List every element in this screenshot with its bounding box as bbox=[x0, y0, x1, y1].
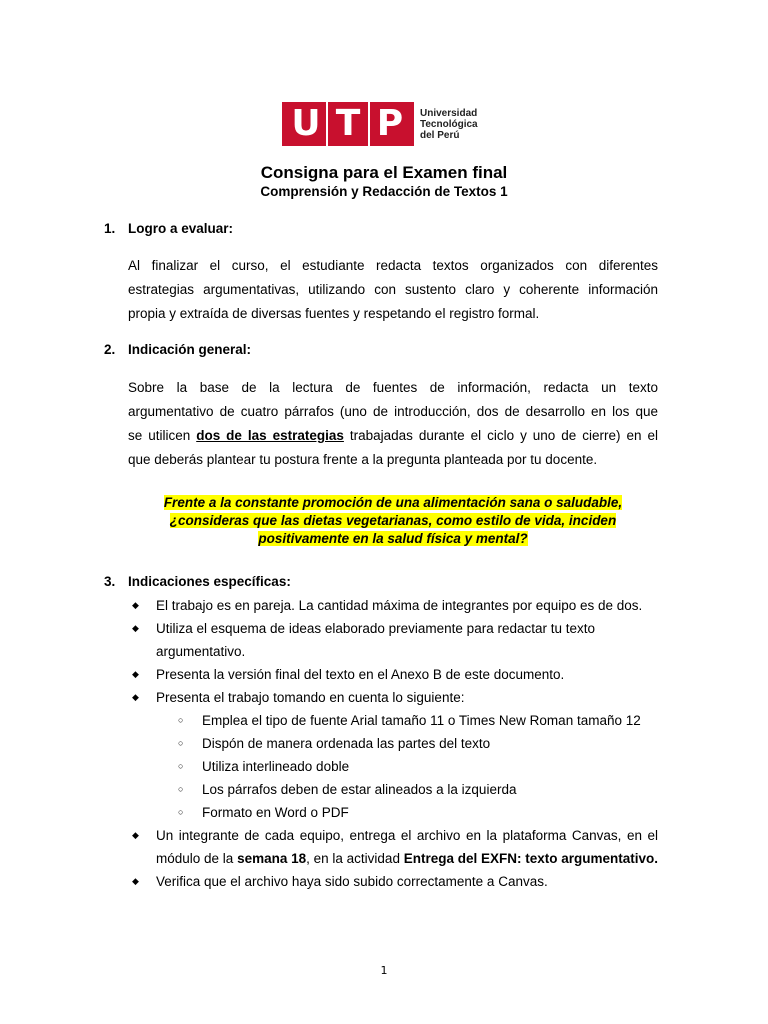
logo-letter-p: P bbox=[376, 103, 404, 144]
paragraph-line bbox=[128, 424, 658, 448]
paragraph-line: que deberás plantear tu postura frente a la pregunta planteada por tu docente. bbox=[128, 452, 598, 467]
section-heading-logro bbox=[104, 221, 233, 236]
sub-list-item bbox=[128, 778, 658, 801]
logo-text-line: Tecnológica bbox=[420, 118, 478, 130]
section-heading-indicacion-general bbox=[104, 342, 251, 357]
list-item-text: Verifica que el archivo haya sido subido correctamente a Canvas. bbox=[156, 874, 548, 889]
paragraph-line: Al finalizar el curso, el estudiante redacta textos organizados con diferentes bbox=[128, 258, 658, 273]
list-item-text: Un integrante de cada equipo, entrega el archivo en la plataforma Canvas, en el módulo de la bbox=[156, 828, 658, 866]
list-item-text: , en la actividad bbox=[306, 851, 400, 866]
paragraph-line: propia y extraída de diversas fuentes y respetando el registro formal. bbox=[128, 306, 540, 321]
list-item-text: Presenta la versión final del texto en el Anexo B de este documento. bbox=[156, 667, 565, 682]
section-number: 2. bbox=[104, 342, 116, 357]
document-subtitle: Comprensión y Redacción de Textos 1 bbox=[260, 184, 508, 199]
line-text: trabajadas durante el ciclo y uno de cierre) en el bbox=[349, 428, 658, 443]
sub-list-item-text: Dispón de manera ordenada las partes del texto bbox=[202, 736, 491, 751]
logo-letter-t: T bbox=[335, 103, 361, 144]
question-line bbox=[128, 512, 658, 530]
circle-bullet-icon: ○ bbox=[178, 715, 184, 725]
diamond-bullet-icon: ◆ bbox=[132, 876, 139, 886]
highlighted-question bbox=[128, 494, 658, 548]
circle-bullet-icon: ○ bbox=[178, 738, 184, 748]
list-item bbox=[128, 617, 658, 663]
sub-list-item bbox=[128, 732, 658, 755]
specific-instructions-list bbox=[128, 594, 658, 893]
question-line-text: Frente a la constante promoción de una alimentación sana o saludable, bbox=[163, 495, 623, 510]
section-number: 1. bbox=[104, 221, 116, 236]
logo-letter-u: U bbox=[291, 103, 321, 144]
list-item-text: Presenta el trabajo tomando en cuenta lo siguiente: bbox=[156, 690, 465, 705]
section-title: Logro a evaluar: bbox=[128, 221, 234, 236]
list-item bbox=[128, 686, 658, 709]
paragraph-line: estrategias argumentativas, utilizando con sustento claro y coherente información bbox=[128, 282, 658, 297]
diamond-bullet-icon: ◆ bbox=[132, 830, 139, 840]
circle-bullet-icon: ○ bbox=[178, 761, 184, 771]
emphasized-text: semana 18 bbox=[237, 851, 307, 866]
logo-wordmark bbox=[420, 108, 478, 141]
sub-list-item bbox=[128, 709, 658, 732]
section-number: 3. bbox=[104, 574, 116, 589]
emphasized-text: Entrega del EXFN: texto argumentativo. bbox=[403, 851, 659, 866]
sub-list-item-text: Emplea el tipo de fuente Arial tamaño 11 o Times New Roman tamaño 12 bbox=[202, 713, 641, 728]
document-title: Consigna para el Examen final bbox=[260, 163, 508, 182]
logo-divider bbox=[368, 102, 370, 146]
list-item bbox=[128, 594, 658, 617]
paragraph-line: Sobre la base de la lectura de fuentes de información, redacta un texto bbox=[128, 380, 658, 395]
sub-list-item-text: Utiliza interlineado doble bbox=[202, 759, 350, 774]
sub-list-item-text: Formato en Word o PDF bbox=[202, 805, 349, 820]
diamond-bullet-icon: ◆ bbox=[132, 692, 139, 702]
section-heading-indicaciones-especificas bbox=[104, 574, 291, 589]
circle-bullet-icon: ○ bbox=[178, 807, 184, 817]
section-title: Indicación general: bbox=[128, 342, 252, 357]
logo-mark bbox=[282, 102, 414, 146]
logo-text-line: del Perú bbox=[420, 129, 460, 141]
list-item bbox=[128, 663, 658, 686]
utp-logo bbox=[282, 102, 478, 146]
paragraph-line: argumentativo de cuatro párrafos (uno de introducción, dos de desarrollo en los que bbox=[128, 404, 658, 419]
logo-divider bbox=[326, 102, 328, 146]
list-item-text: El trabajo es en pareja. La cantidad máxima de integrantes por equipo es de dos. bbox=[156, 598, 643, 613]
question-line bbox=[128, 530, 658, 548]
section2-paragraph bbox=[128, 376, 658, 472]
sub-list-item-text: Los párrafos deben de estar alineados a la izquierda bbox=[202, 782, 517, 797]
emphasized-text: dos de las estrategias bbox=[196, 428, 344, 443]
question-line-text: ¿consideras que las dietas vegetarianas, como estilo de vida, inciden bbox=[169, 513, 617, 528]
diamond-bullet-icon: ◆ bbox=[132, 623, 139, 633]
list-item-text: Utiliza el esquema de ideas elaborado previamente para redactar tu texto argumentativo. bbox=[156, 621, 596, 659]
section-title: Indicaciones específicas: bbox=[128, 574, 291, 589]
logo-text-line: Universidad bbox=[420, 107, 478, 119]
question-line-text: positivamente en la salud física y mental? bbox=[258, 531, 528, 546]
question-line bbox=[128, 494, 658, 512]
diamond-bullet-icon: ◆ bbox=[132, 600, 139, 610]
list-item bbox=[128, 870, 658, 893]
list-item bbox=[128, 824, 658, 870]
sub-list-item bbox=[128, 801, 658, 824]
diamond-bullet-icon: ◆ bbox=[132, 669, 139, 679]
section1-paragraph bbox=[128, 254, 658, 326]
circle-bullet-icon: ○ bbox=[178, 784, 184, 794]
page-number: 1 bbox=[380, 964, 388, 977]
line-text: se utilicen bbox=[128, 428, 191, 443]
sub-list-item bbox=[128, 755, 658, 778]
